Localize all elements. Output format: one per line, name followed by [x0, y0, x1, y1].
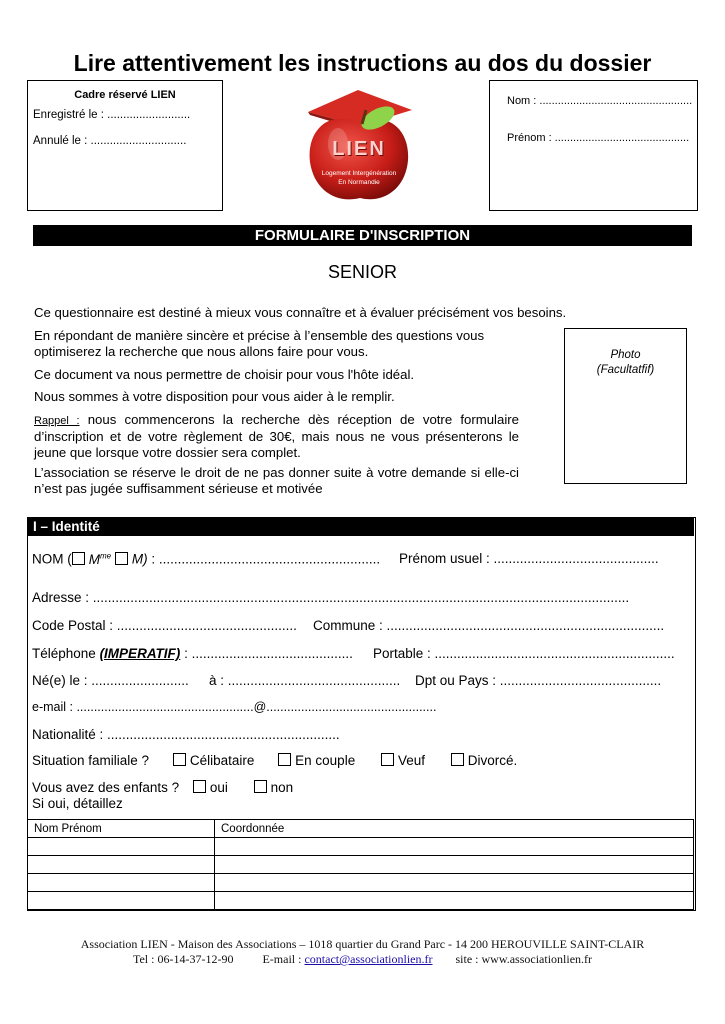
footer-email-label: E-mail :: [262, 952, 305, 966]
en-couple-label: En couple: [295, 753, 356, 768]
enfants-row: [32, 780, 293, 795]
intro-p3: Ce document va nous permettre de choisir pour vous l'hôte idéal.: [34, 367, 415, 382]
telephone-label: Téléphone: [32, 646, 100, 661]
situation-row: [32, 753, 517, 768]
logo-tagline-2: En Normandie: [338, 179, 380, 186]
logo-tagline-1: Logement Intergénération: [321, 170, 397, 177]
divorce-label: Divorcé.: [467, 753, 518, 768]
footer-contacts: [0, 952, 725, 967]
photo-box[interactable]: [564, 328, 687, 484]
table-row[interactable]: [28, 856, 694, 874]
enfants-oui-label: oui: [209, 780, 228, 795]
lieu-naissance-field[interactable]: à : ..............................................: [209, 673, 401, 688]
table-header-row: [28, 820, 694, 838]
table-row[interactable]: [28, 838, 694, 856]
ne-le-field[interactable]: Né(e) le : ..........................: [32, 673, 189, 688]
telephone-field[interactable]: : ...........................................: [180, 646, 353, 661]
enfants-label: Vous avez des enfants ?: [32, 780, 180, 795]
form-banner: FORMULAIRE D'INSCRIPTION: [33, 225, 692, 246]
adresse-field[interactable]: Adresse : ...............................................................................................................................................: [32, 590, 630, 605]
cancelled-date-field[interactable]: Annulé le : ..............................: [33, 135, 187, 147]
intro-p2: En répondant de manière sincère et précise à l’ensemble des questions vous optimiserez la recherche que nous allons faire pour vous.: [34, 328, 485, 359]
name-box-prenom-field[interactable]: Prénom : ............................................: [507, 132, 690, 144]
enfants-oui-checkbox[interactable]: [193, 780, 206, 793]
identity-section-title: I – Identité: [27, 517, 694, 536]
prenom-usuel-field[interactable]: Prénom usuel : ............................................: [399, 551, 659, 566]
col-nom-prenom: Nom Prénom: [28, 820, 215, 838]
table-row[interactable]: [28, 892, 694, 910]
divorce-checkbox[interactable]: [451, 753, 464, 766]
telephone-row: [32, 646, 353, 661]
table-cell[interactable]: [215, 856, 694, 874]
footer-site: site : www.associationlien.fr: [455, 952, 593, 966]
table-cell[interactable]: [215, 874, 694, 892]
intro-p4: Nous sommes à votre disposition pour vous aider à le remplir.: [34, 389, 395, 404]
footer-tel: Tel : 06-14-37-12-90: [132, 952, 234, 966]
table-cell[interactable]: [28, 892, 215, 910]
table-cell[interactable]: [28, 838, 215, 856]
enfants-non-checkbox[interactable]: [254, 780, 267, 793]
nationalite-field[interactable]: Nationalité : ..............................................................: [32, 727, 340, 742]
rappel-text: nous commencerons la recherche dès réception de votre formulaire d’inscription et de votre règlement de 30€, mais nous ne vous présenterons le jeune que lorsque votre dossier sera complet.: [34, 412, 519, 460]
page-title: Lire attentivement les instructions au dos du dossier: [73, 50, 652, 76]
situation-label: Situation familiale ?: [32, 753, 150, 768]
table-row[interactable]: [28, 874, 694, 892]
children-table: [27, 819, 694, 910]
table-cell[interactable]: [28, 856, 215, 874]
nom-field[interactable]: : ...........................................................: [147, 551, 381, 567]
celibataire-checkbox[interactable]: [173, 753, 186, 766]
registered-date-field[interactable]: Enregistré le : ..........................: [33, 109, 191, 121]
en-couple-checkbox[interactable]: [278, 753, 291, 766]
imperatif-label: (IMPERATIF): [99, 646, 181, 661]
mme-label: $M^{me}$: [88, 551, 112, 567]
email-field[interactable]: e-mail : ...................................................@.................................................: [32, 700, 437, 714]
dpt-pays-field[interactable]: Dpt ou Pays : ...........................................: [415, 673, 662, 688]
nom-label: NOM (: [32, 551, 72, 567]
si-oui-label: Si oui, détaillez: [32, 796, 123, 811]
col-coordonnee: Coordonnée: [215, 820, 694, 838]
mme-checkbox[interactable]: [72, 552, 85, 565]
veuf-checkbox[interactable]: [381, 753, 394, 766]
form-subtitle: SENIOR: [327, 262, 397, 282]
table-cell[interactable]: [215, 892, 694, 910]
footer-address: Association LIEN - Maison des Associations – 1018 quartier du Grand Parc - 14 200 HEROUVILLE SAINT-CLAIR: [80, 937, 645, 951]
footer-email-link[interactable]: contact@associationlien.fr: [304, 952, 433, 966]
reserved-box: [27, 80, 223, 211]
name-box: [489, 80, 698, 211]
table-cell[interactable]: [215, 838, 694, 856]
enfants-non-label: non: [270, 780, 294, 795]
table-cell[interactable]: [28, 874, 215, 892]
lien-logo: [300, 86, 418, 206]
nom-row: [32, 551, 380, 567]
photo-optional-label: (Facultatfif): [596, 364, 655, 376]
photo-label: Photo: [610, 349, 641, 361]
celibataire-label: Célibataire: [189, 753, 255, 768]
veuf-label: Veuf: [397, 753, 425, 768]
intro-p1: Ce questionnaire est destiné à mieux vous connaître et à évaluer précisément vos besoins.: [34, 305, 567, 320]
portable-field[interactable]: Portable : ................................................................: [373, 646, 675, 661]
code-postal-field[interactable]: Code Postal : ................................................: [32, 618, 297, 633]
logo-text: LIEN: [332, 138, 386, 160]
name-box-nom-field[interactable]: Nom : ..................................................: [507, 95, 693, 107]
m-label: M): [131, 551, 148, 567]
reserved-box-heading: Cadre réservé LIEN: [74, 89, 176, 101]
rappel-label: Rappel :: [34, 415, 80, 427]
intro-p5: [34, 412, 519, 461]
intro-p6: L’association se réserve le droit de ne pas donner suite à votre demande si elle-ci n’est pas jugée suffisamment sérieuse et motivée: [34, 465, 519, 496]
commune-field[interactable]: Commune : ..........................................................................: [313, 618, 665, 633]
m-checkbox[interactable]: [115, 552, 128, 565]
